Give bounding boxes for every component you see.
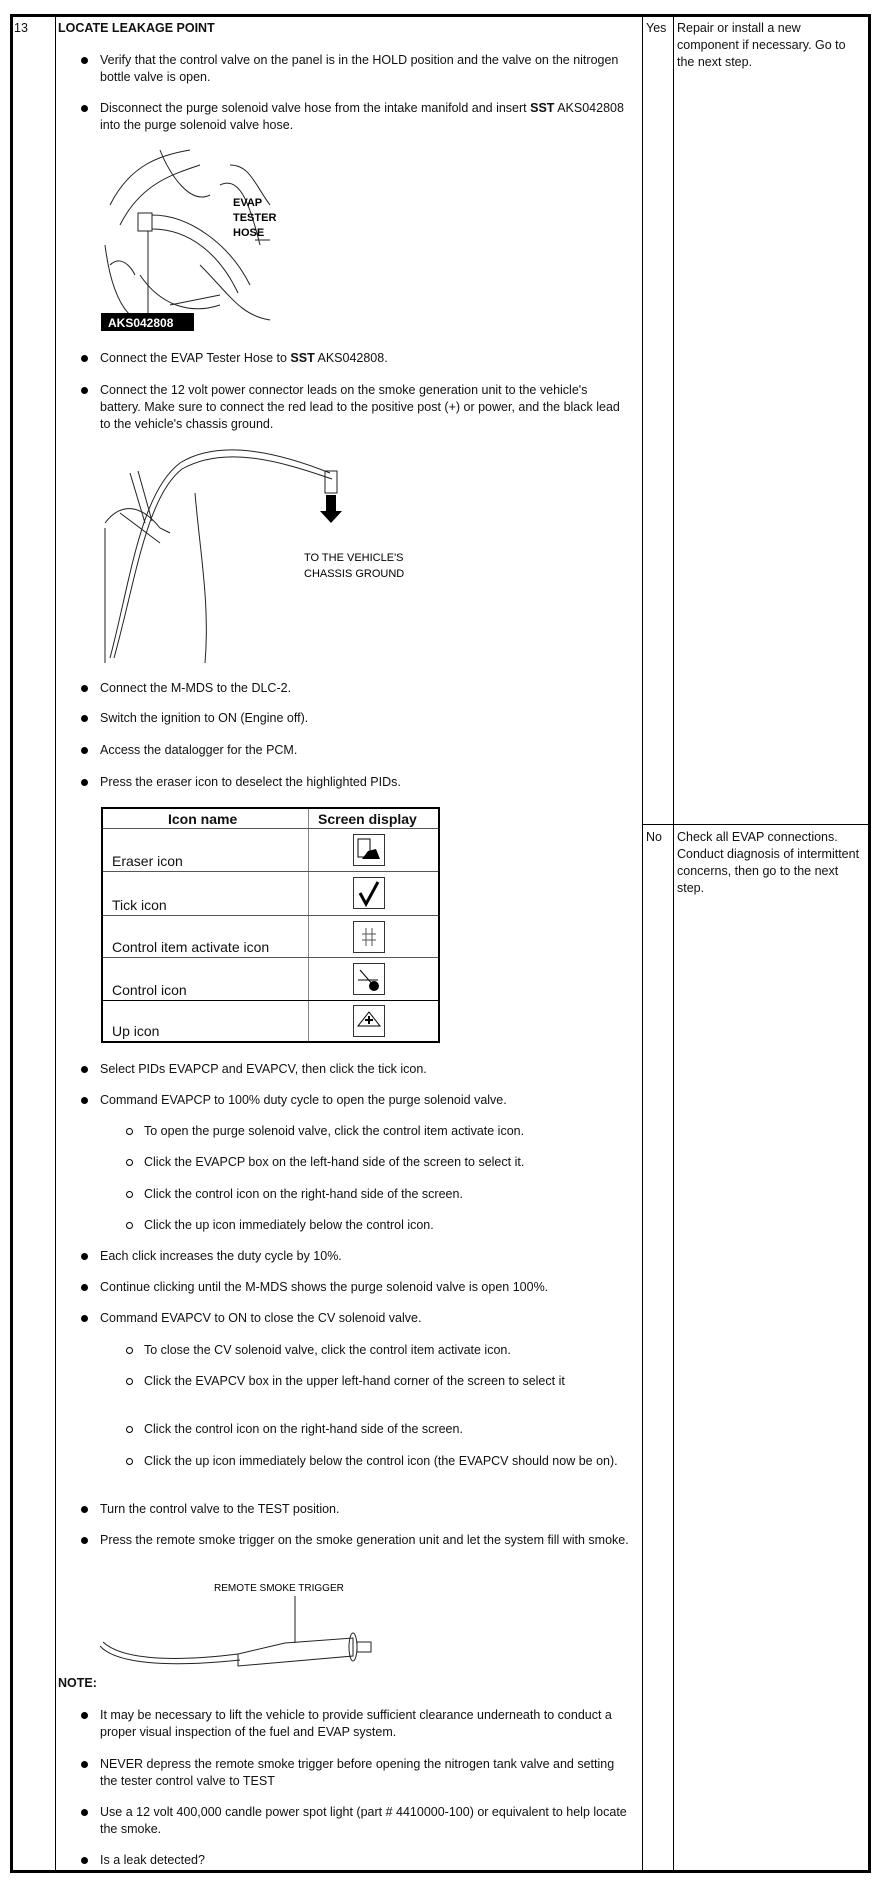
instruction-item: Connect the M-MDS to the DLC-2. xyxy=(100,681,292,695)
bullet-icon xyxy=(81,105,88,112)
header-screen-display: Screen display xyxy=(318,811,417,827)
note-item: It may be necessary to lift the vehicle to provide sufficient clearance underneath to conduct a proper visual inspection of the fuel and EVAP system. xyxy=(100,1708,612,1739)
instruction-item: Access the datalogger for the PCM. xyxy=(100,743,298,757)
bullet-icon xyxy=(81,1253,88,1260)
icon-name: Control item activate icon xyxy=(112,939,270,955)
up-icon xyxy=(353,1005,385,1037)
instruction-item: Continue clicking until the M-MDS shows the purge solenoid valve is open 100%. xyxy=(100,1280,549,1294)
instruction-item xyxy=(100,350,630,367)
evap-label: EVAP xyxy=(233,197,263,209)
tester-label: TESTER xyxy=(233,212,277,224)
column-divider xyxy=(673,14,674,1870)
instruction-item: Each click increases the duty cycle by 10%. xyxy=(100,1249,342,1263)
bullet-icon xyxy=(81,747,88,754)
table-row xyxy=(103,958,438,1001)
note-item: Use a 12 volt 400,000 candle power spot light (part # 4410000-100) or equivalent to help locate the smoke. xyxy=(100,1805,627,1836)
instruction-sub-item: Click the EVAPCP box on the left-hand side of the screen to select it. xyxy=(144,1155,525,1169)
instruction-sub-item: Click the control icon on the right-hand side of the screen. xyxy=(144,1422,463,1436)
bullet-icon xyxy=(81,1537,88,1544)
bullet-icon xyxy=(81,1809,88,1816)
instruction-item: Select PIDs EVAPCP and EVAPCV, then click the tick icon. xyxy=(100,1062,427,1076)
sub-bullet-icon xyxy=(126,1191,133,1198)
step-title: LOCATE LEAKAGE POINT xyxy=(58,21,215,35)
item-text: AKS042808 into the purge solenoid valve hose. xyxy=(100,101,624,132)
sub-bullet-icon xyxy=(126,1222,133,1229)
chassis-ground-illustration xyxy=(100,433,430,665)
instruction-sub-item: To close the CV solenoid valve, click the control item activate icon. xyxy=(144,1343,511,1357)
instruction-item: Verify that the control valve on the panel is in the HOLD position and the valve on the nitrogen bottle valve is open. xyxy=(100,53,619,84)
sub-bullet-icon xyxy=(126,1426,133,1433)
sub-bullet-icon xyxy=(126,1347,133,1354)
bullet-icon xyxy=(81,57,88,64)
instruction-item: Press the eraser icon to deselect the highlighted PIDs. xyxy=(100,775,401,789)
item-text: Disconnect the purge solenoid valve hose from the intake manifold and insert xyxy=(100,101,531,115)
column-divider xyxy=(642,14,643,1870)
instruction-item: Command EVAPCP to 100% duty cycle to open the purge solenoid valve. xyxy=(100,1093,507,1107)
header-icon-name: Icon name xyxy=(168,811,238,827)
sst-label: AKS042808 xyxy=(108,316,174,330)
sst-term: SST xyxy=(290,351,315,365)
instruction-sub-item: Click the EVAPCV box in the upper left-hand corner of the screen to select it xyxy=(144,1374,565,1388)
item-text: Connect the EVAP Tester Hose to xyxy=(100,351,291,365)
result-yes-label: Yes xyxy=(646,21,667,35)
sub-bullet-icon xyxy=(126,1128,133,1135)
hose-label: HOSE xyxy=(233,227,265,239)
note-item: Is a leak detected? xyxy=(100,1853,205,1867)
icon-name: Eraser icon xyxy=(112,853,183,869)
column-divider xyxy=(55,14,56,1870)
control-item-activate-icon xyxy=(353,921,385,953)
remote-smoke-trigger-illustration xyxy=(95,1578,395,1668)
tick-icon xyxy=(353,877,385,909)
instruction-sub-item: Click the control icon on the right-hand side of the screen. xyxy=(144,1187,463,1201)
bullet-icon xyxy=(81,1066,88,1073)
evap-tester-hose-illustration xyxy=(100,145,340,335)
bullet-icon xyxy=(81,1712,88,1719)
result-yes-action: Repair or install a new component if necessary. Go to the next step. xyxy=(677,21,846,69)
bullet-icon xyxy=(81,1097,88,1104)
step-number: 13 xyxy=(14,21,28,35)
bullet-icon xyxy=(81,1284,88,1291)
ground-label-line2: CHASSIS GROUND xyxy=(304,568,405,580)
instruction-sub-item: Click the up icon immediately below the control icon. xyxy=(144,1218,434,1232)
eraser-icon xyxy=(353,834,385,866)
bullet-icon xyxy=(81,1761,88,1768)
table-row xyxy=(103,829,438,872)
sub-bullet-icon xyxy=(126,1458,133,1465)
sst-term: SST xyxy=(530,101,555,115)
result-no-label: No xyxy=(646,830,662,844)
ground-label-line1: TO THE VEHICLE'S xyxy=(304,552,404,564)
instruction-item xyxy=(100,100,630,134)
instruction-sub-item: Click the up icon immediately below the control icon (the EVAPCV should now be on). xyxy=(144,1454,618,1468)
instruction-item: Switch the ignition to ON (Engine off). xyxy=(100,711,309,725)
bullet-icon xyxy=(81,685,88,692)
instruction-item: Press the remote smoke trigger on the smoke generation unit and let the system fill with smoke. xyxy=(100,1533,629,1547)
bullet-icon xyxy=(81,779,88,786)
instruction-item: Turn the control valve to the TEST position. xyxy=(100,1502,340,1516)
icon-table-header xyxy=(103,809,438,829)
instruction-sub-item: To open the purge solenoid valve, click the control item activate icon. xyxy=(144,1124,525,1138)
sub-bullet-icon xyxy=(126,1159,133,1166)
control-icon xyxy=(353,963,385,995)
bullet-icon xyxy=(81,1506,88,1513)
bullet-icon xyxy=(81,715,88,722)
icon-name: Tick icon xyxy=(112,897,167,913)
table-row xyxy=(103,916,438,958)
icon-table xyxy=(101,807,440,1043)
trigger-label: REMOTE SMOKE TRIGGER xyxy=(214,1583,344,1594)
result-no-action: Check all EVAP connections. Conduct diagnosis of intermittent concerns, then go to the next step. xyxy=(677,830,860,895)
instruction-item: Connect the 12 volt power connector leads on the smoke generation unit to the vehicle's battery. Make sure to connect the red lead to the positive post (+) or power, and the black lead to the vehicle's chassis ground. xyxy=(100,383,620,431)
icon-name: Control icon xyxy=(112,982,187,998)
bullet-icon xyxy=(81,1315,88,1322)
table-row xyxy=(103,872,438,916)
item-text: AKS042808. xyxy=(314,351,388,365)
bullet-icon xyxy=(81,355,88,362)
instruction-item: Command EVAPCV to ON to close the CV solenoid valve. xyxy=(100,1311,422,1325)
note-item: NEVER depress the remote smoke trigger before opening the nitrogen tank valve and setting the tester control valve to TEST xyxy=(100,1757,615,1788)
result-row-divider xyxy=(642,824,868,825)
bullet-icon xyxy=(81,1857,88,1864)
bullet-icon xyxy=(81,387,88,394)
table-row xyxy=(103,1001,438,1041)
sub-bullet-icon xyxy=(126,1378,133,1385)
icon-name: Up icon xyxy=(112,1023,160,1039)
note-label: NOTE: xyxy=(58,1676,97,1690)
